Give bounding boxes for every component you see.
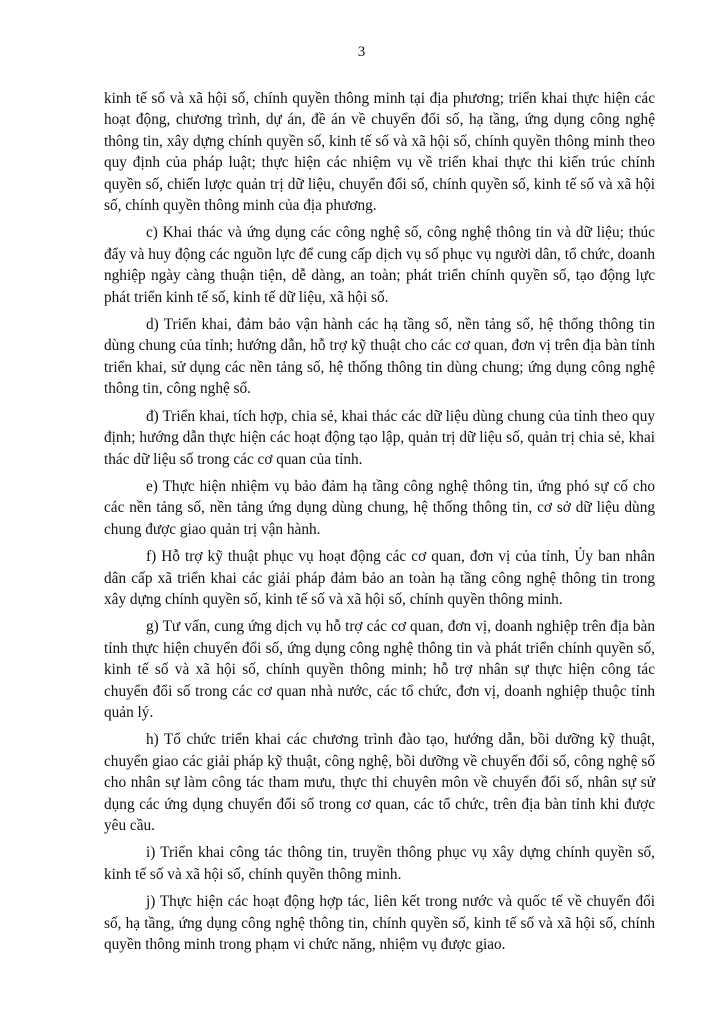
paragraph-h: h) Tổ chức triển khai các chương trình đào tạo, hướng dẫn, bồi dưỡng kỹ thuật, chuyển giao các giải pháp kỹ thuật, công nghệ, bồi dưỡng về chuyển đổi số, công nghệ số cho nhân sự làm công tác tham mưu, thực thi chuyên môn về chuyển đổi số, nhân sự sử dụng các ứng dụng chuyển đổi số trong cơ quan, các tổ chức, trên địa bàn tỉnh khi được yêu cầu. — [104, 731, 655, 834]
paragraph-d: d) Triển khai, đảm bảo vận hành các hạ tầng số, nền tảng số, hệ thống thông tin dùng chung của tỉnh; hướng dẫn, hỗ trợ kỹ thuật cho các cơ quan, đơn vị trên địa bàn tỉnh triển khai, sử dụng các nền tảng số, hệ thống thông tin dùng chung; ứng dụng công nghệ thông tin, công nghệ số. — [104, 316, 655, 398]
page-number: 3 — [357, 44, 366, 60]
paragraph-i: i) Triển khai công tác thông tin, truyền thông phục vụ xây dựng chính quyền số, kinh tế số và xã hội số, chính quyền thông minh. — [104, 844, 655, 883]
paragraph-dd: đ) Triển khai, tích hợp, chia sẻ, khai thác các dữ liệu dùng chung của tỉnh theo quy định; hướng dẫn thực hiện các hoạt động tạo lập, quản trị dữ liệu số, quản trị chia sẻ, khai thác dữ liệu số trong các cơ quan của tỉnh. — [104, 407, 655, 468]
paragraph-continuation: kinh tế số và xã hội số, chính quyền thông minh tại địa phương; triển khai thực hiện các hoạt động, chương trình, dự án, đề án về chuyển đổi số, hạ tầng, ứng dụng công nghệ thông tin, xây dựng chính quyền số, kinh tế số và xã hội số, chính quyền thông minh theo quy định của pháp luật; thực hiện các nhiệm vụ về triển khai thực thi kiến trúc chính quyền số, chiến lược quản trị dữ liệu, chuyển đổi số, chính quyền số, kinh tế số và xã hội số, chính quyền thông minh của địa phương. — [104, 90, 655, 215]
paragraph-c: c) Khai thác và ứng dụng các công nghệ số, công nghệ thông tin và dữ liệu; thúc đẩy và huy động các nguồn lực để cung cấp dịch vụ số phục vụ người dân, tổ chức, doanh nghiệp ngày càng thuận tiện, dễ dàng, an toàn; phát triển chính quyền số, tạo động lực phát triển kinh tế số, kinh tế dữ liệu, xã hội số. — [104, 224, 655, 306]
document-body — [104, 88, 655, 961]
paragraph-j: j) Thực hiện các hoạt động hợp tác, liên kết trong nước và quốc tế về chuyển đổi số, hạ tầng, ứng dụng công nghệ thông tin, chính quyền số, kinh tế số và xã hội số, chính quyền thông minh trong phạm vi chức năng, nhiệm vụ được giao. — [104, 893, 655, 954]
paragraph-e: e) Thực hiện nhiệm vụ bảo đảm hạ tầng công nghệ thông tin, ứng phó sự cố cho các nền tảng số, nền tảng ứng dụng dùng chung, hệ thống thông tin, cơ sở dữ liệu dùng chung được giao quản trị vận hành. — [104, 477, 655, 538]
paragraph-g: g) Tư vấn, cung ứng dịch vụ hỗ trợ các cơ quan, đơn vị, doanh nghiệp trên địa bàn tỉnh thực hiện chuyển đổi số, ứng dụng công nghệ thông tin và phát triển chính quyền số, kinh tế số và xã hội số, chính quyền thông minh; hỗ trợ nhân sự thực hiện công tác chuyển đổi số trong các cơ quan nhà nước, các tổ chức, đơn vị, doanh nghiệp thuộc tỉnh quản lý. — [104, 618, 655, 721]
paragraph-f: f) Hỗ trợ kỹ thuật phục vụ hoạt động các cơ quan, đơn vị của tỉnh, Ủy ban nhân dân cấp xã triển khai các giải pháp đảm bảo an toàn hạ tầng công nghệ thông tin trong xây dựng chính quyền số, kinh tế số và xã hội số, chính quyền thông minh. — [104, 548, 655, 608]
